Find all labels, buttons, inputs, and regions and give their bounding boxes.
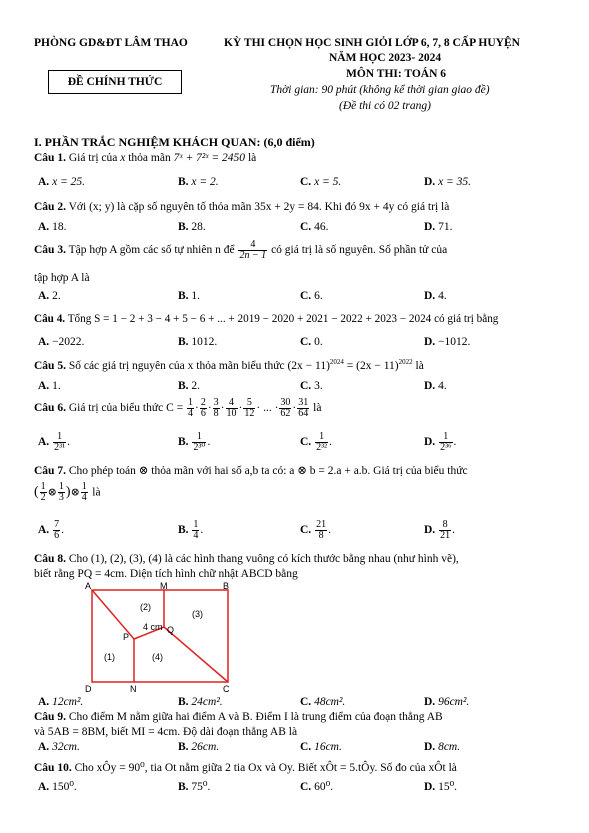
option-b: B. 2. (178, 380, 201, 392)
label-p: P (123, 632, 130, 642)
numerator: 1 (193, 519, 199, 530)
question-text: Cho (1), (2), (3), (4) là các hình thang vuông có kích thước bằng nhau (như hình vẽ), (68, 553, 459, 565)
fraction (213, 398, 220, 419)
denominator: 3 (58, 492, 64, 503)
option-d: D. $\frac{1}{\text{2³⁶}}$ . (424, 431, 457, 453)
question-label: Câu 3. (34, 244, 66, 257)
region-3-label: (3) (192, 609, 203, 619)
option-a-value: 32cm. (52, 741, 80, 753)
option-a-value: 150⁰. (52, 781, 77, 793)
equation-rhs: = (2x − 11) (343, 359, 399, 372)
option-c-value: 16cm. (314, 741, 342, 753)
option-c: C. $\frac{1}{\text{2³²}}$ . (300, 431, 332, 453)
question-8-cont: biết rằng PQ = 4cm. Diện tích hình chữ nhật ABCD bằng (34, 568, 298, 580)
denominator: 10 (226, 408, 237, 419)
exponent: 2022 (398, 358, 413, 366)
denominator: 8 (318, 530, 324, 541)
option-a-value: x = 25. (52, 176, 86, 188)
option-a: A. $\frac{7}{6}$ . (38, 519, 64, 541)
label-q: Q (167, 625, 175, 635)
numerator: 1 (192, 432, 206, 443)
fraction (279, 398, 291, 419)
label-m: M (160, 582, 168, 591)
question-9 (34, 711, 443, 723)
option-b: B. 75⁰. (178, 781, 211, 793)
numerator: 4 (238, 240, 267, 251)
denominator: 64 (298, 408, 309, 419)
fraction (238, 240, 267, 261)
denominator: 62 (280, 408, 291, 419)
option-b: B. 26cm. (178, 741, 220, 753)
equation: 7ˣ + 7²ˣ = 2450 (173, 152, 246, 164)
numerator: 1 (187, 397, 193, 408)
time-note: Thời gian: 90 phút (không kể thời gian giao đề) (270, 84, 490, 96)
school-year: NĂM HỌC 2023- 2024 (329, 52, 442, 64)
question-text: thỏa mãn (128, 152, 171, 164)
option-d: D. 8cm. (424, 741, 461, 753)
exponent: 2024 (329, 358, 344, 366)
q8-options (38, 696, 558, 710)
denominator: 4 (193, 530, 199, 541)
question-text: Giá trị của (68, 152, 118, 164)
numerator: 30 (280, 397, 291, 408)
option-a: A. 1. (38, 380, 61, 392)
option-c-value: 3. (314, 380, 323, 392)
denominator: 6 (200, 408, 206, 419)
question-text: Tổng S = 1 − 2 + 3 − 4 + 5 − 6 + ... + 2019 − 2020 + 2021 − 2022 + 2023 − 2024 có giá trị bằng (67, 313, 499, 325)
fraction (297, 398, 309, 419)
denominator: 2n − 1 (239, 250, 267, 261)
question-8 (34, 553, 459, 565)
question-text: Tập hợp A gồm các số tự nhiên n để (68, 244, 235, 257)
option-a-value: 2. (52, 290, 61, 302)
numerator: 4 (226, 398, 238, 409)
option-b-value: x = 2. (191, 176, 219, 188)
question-label: Câu 6. (34, 402, 66, 415)
option-d-value: −1012. (438, 336, 471, 348)
question-text: là (313, 402, 322, 415)
fraction (200, 398, 207, 419)
question-9-cont: và 5AB = 8BM, biết MI = 4cm. Độ dài đoạn thẳng AB là (34, 726, 298, 738)
option-b: B. 24cm². (178, 696, 223, 708)
question-10 (34, 760, 457, 774)
question-label: Câu 5. (34, 359, 66, 372)
question-text: là (247, 152, 257, 164)
option-b-value: 1. (191, 290, 201, 302)
denominator: 6 (54, 530, 60, 541)
denominator: 2³² (316, 442, 328, 453)
option-a: A. 32cm. (38, 741, 80, 753)
option-c-value: x = 5. (314, 176, 342, 188)
numerator: 1 (58, 481, 64, 492)
fraction (226, 398, 238, 419)
numerator: 5 (243, 398, 255, 409)
option-c: C. 60⁰. (300, 781, 334, 793)
option-d: D. $\frac{8}{21}$ . (424, 519, 455, 541)
option-b: B. 1. (178, 290, 201, 302)
q4-options (38, 336, 558, 350)
operator: ⊗ (70, 486, 80, 499)
numerator: 2 (200, 397, 206, 408)
option-b: B. $\frac{1}{4}$ . (178, 519, 204, 541)
question-text: Với (x; y) là cặp số nguyên tố thỏa mãn 35x + 2y = 84. Khi đó 9x + 4y có giá trị là (68, 201, 450, 213)
denominator: 21 (440, 530, 451, 541)
option-d: D. 4. (424, 380, 447, 392)
segment-qc (164, 627, 228, 682)
question-7-expr: ( $\frac{1}{2}$ ⊗ $\frac{1}{3}$ )⊗ $\frac{1}{4}$ là (34, 481, 101, 503)
q3-options (38, 290, 558, 304)
question-text: Cho xÔy = 90⁰, tia Ot nằm giữa 2 tia Ox và Oy. Biết xÔt = 5.tÔy. Số đo của xÔt là (74, 762, 457, 774)
option-b: B. $\frac{1}{\text{2³⁰}}$ . (178, 431, 211, 453)
option-b-value: 24cm². (191, 696, 223, 708)
option-b-value: 75⁰. (191, 781, 211, 793)
option-a: A. $\frac{1}{\text{2³¹}}$ . (38, 431, 70, 453)
option-d: D. −1012. (424, 336, 471, 348)
numerator: 3 (213, 397, 219, 408)
question-text: có giá trị là số nguyên. Số phần tử của (271, 244, 448, 257)
question-label: Câu 9. (34, 711, 66, 723)
denominator: 2 (40, 492, 46, 503)
option-d-value: 96cm². (438, 696, 470, 708)
numerator: 1 (53, 432, 66, 443)
operator: ⊗ (47, 486, 57, 499)
option-a: A. 12cm². (38, 696, 84, 708)
option-a: A. −2022. (38, 336, 85, 348)
denominator: 2³¹ (54, 442, 66, 453)
denominator: 2³⁰ (193, 442, 206, 453)
question-1 (34, 152, 256, 164)
region-1-label: (1) (104, 652, 115, 662)
option-a: A. 18. (38, 221, 67, 233)
numerator: 21 (316, 519, 327, 530)
option-d-value: x = 35. (438, 176, 472, 188)
option-d-value: 8cm. (438, 741, 461, 753)
question-label: Câu 4. (34, 313, 66, 325)
question-label: Câu 7. (34, 465, 66, 477)
option-c: C. 48cm². (300, 696, 346, 708)
numerator: 7 (54, 519, 60, 530)
variable: x (120, 152, 126, 164)
option-d: D. 71. (424, 221, 453, 233)
question-label: Câu 2. (34, 201, 66, 213)
option-d-value: 15⁰. (438, 781, 458, 793)
label-a: A (85, 582, 92, 591)
rectangle-abcd (92, 590, 228, 682)
fraction (187, 398, 194, 419)
question-label: Câu 10. (34, 762, 72, 774)
option-d: D. 15⁰. (424, 781, 458, 793)
section-title: I. PHẦN TRẮC NGHIỆM KHÁCH QUAN: (6,0 điểm) (34, 135, 315, 149)
question-text: là (92, 486, 101, 499)
denominator: 4 (187, 408, 193, 419)
label-b: B (223, 582, 230, 591)
option-c-value: 60⁰. (314, 781, 334, 793)
option-c-value: 48cm². (314, 696, 346, 708)
subject-title: MÔN THI: TOÁN 6 (346, 68, 447, 80)
question-text: Giá trị của biểu thức C = (68, 402, 184, 415)
option-c: C. 16cm. (300, 741, 342, 753)
trapezoid-figure (80, 582, 240, 694)
q7-options (38, 520, 558, 544)
question-3 (34, 240, 447, 261)
length-label: 4 cm (143, 622, 163, 632)
question-6: Câu 6. Giá trị của biểu thức C = $\frac{1}{4}$ · $\frac{2}{6}$ · $\frac{3}{8}$ · $\frac{4}{10}$ · $\frac{5}{12}$ · ... · $\frac{30}{62}$ · $\frac{31}{64}$ là (34, 397, 322, 419)
denominator: 4 (81, 492, 87, 503)
question-text: là (415, 359, 424, 372)
option-d-value: 4. (438, 290, 447, 302)
option-d-value: 71. (438, 221, 453, 233)
numerator: 1 (81, 481, 87, 492)
option-a-value: 12cm². (52, 696, 84, 708)
option-b-value: 28. (191, 221, 206, 233)
denominator: 12 (244, 408, 255, 419)
question-label: Câu 1. (34, 152, 66, 164)
option-c-value: 46. (314, 221, 329, 233)
label-c: C (223, 684, 230, 694)
q9-options (38, 741, 558, 755)
option-c: C. x = 5. (300, 176, 342, 188)
question-4 (34, 313, 498, 325)
denominator: 2³⁶ (440, 442, 452, 453)
q6-options (38, 432, 558, 456)
numerator: 1 (40, 481, 46, 492)
question-text: Cho điểm M nằm giữa hai điểm A và B. Điểm I là trung điểm của đoạn thẳng AB (68, 711, 443, 723)
option-b: B. 28. (178, 221, 206, 233)
denominator: 8 (213, 408, 219, 419)
question-label: Câu 8. (34, 553, 66, 565)
numerator: 1 (315, 432, 328, 443)
question-5 (34, 358, 424, 372)
q1-options (38, 176, 558, 190)
department-name: PHÒNG GD&ĐT LÂM THAO (34, 37, 188, 49)
option-a-value: 18. (52, 221, 67, 233)
pages-note: (Đề thi có 02 trang) (339, 100, 431, 112)
option-b: B. 1012. (178, 336, 218, 348)
option-c: C. 6. (300, 290, 323, 302)
region-4-label: (4) (152, 652, 163, 662)
label-n: N (130, 684, 137, 694)
option-c-value: 6. (314, 290, 323, 302)
question-7 (34, 463, 468, 477)
option-a-value: 1. (52, 380, 61, 392)
option-c: C. 0. (300, 336, 323, 348)
numerator: 1 (439, 432, 452, 443)
option-b-value: 26cm. (191, 741, 220, 753)
option-b-value: 1012. (191, 336, 218, 348)
option-c: C. 46. (300, 221, 329, 233)
equation-lhs: (2x − 11) (287, 359, 330, 372)
ellipsis: · ... · (256, 402, 279, 415)
option-a-value: −2022. (52, 336, 85, 348)
option-d: D. 4. (424, 290, 447, 302)
option-c: C. $\frac{21}{8}$ . (300, 519, 331, 541)
q5-options (38, 380, 558, 394)
option-a: A. 2. (38, 290, 61, 302)
numerator: 31 (298, 397, 309, 408)
question-text: Số các giá trị nguyên của x thỏa mãn biểu thức (68, 359, 285, 372)
question-text: Cho phép toán ⊗ thỏa mãn với hai số a,b ta có: a ⊗ b = 2.a + a.b. Giá trị của biểu thức (68, 465, 468, 477)
option-d: D. x = 35. (424, 176, 472, 188)
option-b-value: 2. (191, 380, 201, 392)
option-b: B. x = 2. (178, 176, 219, 188)
question-3-cont: tập hợp A là (34, 272, 90, 284)
region-2-label: (2) (140, 602, 151, 612)
q2-options (38, 221, 558, 235)
label-d: D (85, 684, 92, 694)
official-exam-badge: ĐỀ CHÍNH THỨC (48, 70, 182, 94)
option-a: A. 150⁰. (38, 781, 77, 793)
option-a: A. x = 25. (38, 176, 86, 188)
q10-options (38, 779, 558, 793)
option-c-value: 0. (314, 336, 323, 348)
option-d-value: 4. (438, 380, 447, 392)
numerator: 8 (439, 520, 451, 531)
option-c: C. 3. (300, 380, 323, 392)
option-d: D. 96cm². (424, 696, 470, 708)
question-2 (34, 201, 449, 213)
exam-title: KỲ THI CHỌN HỌC SINH GIỎI LỚP 6, 7, 8 CẤP HUYỆN (224, 37, 520, 49)
fraction (243, 398, 255, 419)
